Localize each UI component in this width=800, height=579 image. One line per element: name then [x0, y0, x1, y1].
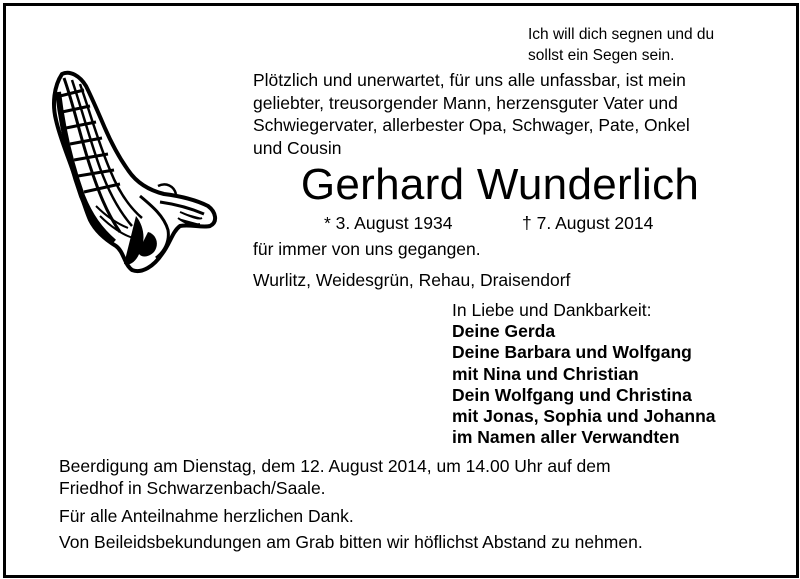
verse-line-1: Ich will dich segnen und du	[528, 26, 715, 43]
intro-line-1: Plötzlich und unerwartet, für uns alle unfassbar, ist mein	[253, 70, 686, 90]
bible-verse	[528, 24, 788, 66]
mourner-line: Deine Barbara und Wolfgang	[452, 342, 692, 363]
praying-hands-icon	[40, 66, 230, 282]
intro-line-3: Schwiegervater, allerbester Opa, Schwager, Pate, Onkel	[253, 115, 690, 135]
intro-text	[253, 69, 783, 159]
mourner-line: im Namen aller Verwandten	[452, 427, 680, 448]
mourner-line: mit Nina und Christian	[452, 363, 639, 384]
mourners-list	[452, 321, 716, 449]
intro-line-2: geliebter, treusorgender Mann, herzensguter Vater und	[253, 92, 678, 113]
mourner-line: Deine Gerda	[452, 321, 556, 341]
verse-line-2: sollst ein Segen sein.	[528, 47, 675, 64]
thanks-all-text: Für alle Anteilnahme herzlichen Dank.	[59, 506, 354, 526]
passing-text: für immer von uns gegangen.	[253, 239, 481, 259]
funeral-info	[59, 456, 759, 499]
intro-line-4: und Cousin	[253, 137, 342, 158]
no-condolence-text: Von Beileidsbekundungen am Grab bitten wir höflichst Abstand zu nehmen.	[59, 532, 643, 552]
deceased-name: Gerhard Wunderlich	[300, 160, 700, 209]
mourner-line: Dein Wolfgang und Christina	[452, 384, 692, 405]
funeral-line-1: Beerdigung am Dienstag, dem 12. August 2014, um 14.00 Uhr auf dem	[59, 456, 611, 476]
places-text: Wurlitz, Weidesgrün, Rehau, Draisendorf	[253, 270, 571, 290]
death-date: † 7. August 2014	[522, 213, 654, 233]
mourner-line: mit Jonas, Sophia und Johanna	[452, 406, 716, 427]
thanks-heading: In Liebe und Dankbarkeit:	[452, 300, 652, 320]
funeral-line-2: Friedhof in Schwarzenbach/Saale.	[59, 477, 326, 498]
birth-date: * 3. August 1934	[324, 213, 453, 233]
